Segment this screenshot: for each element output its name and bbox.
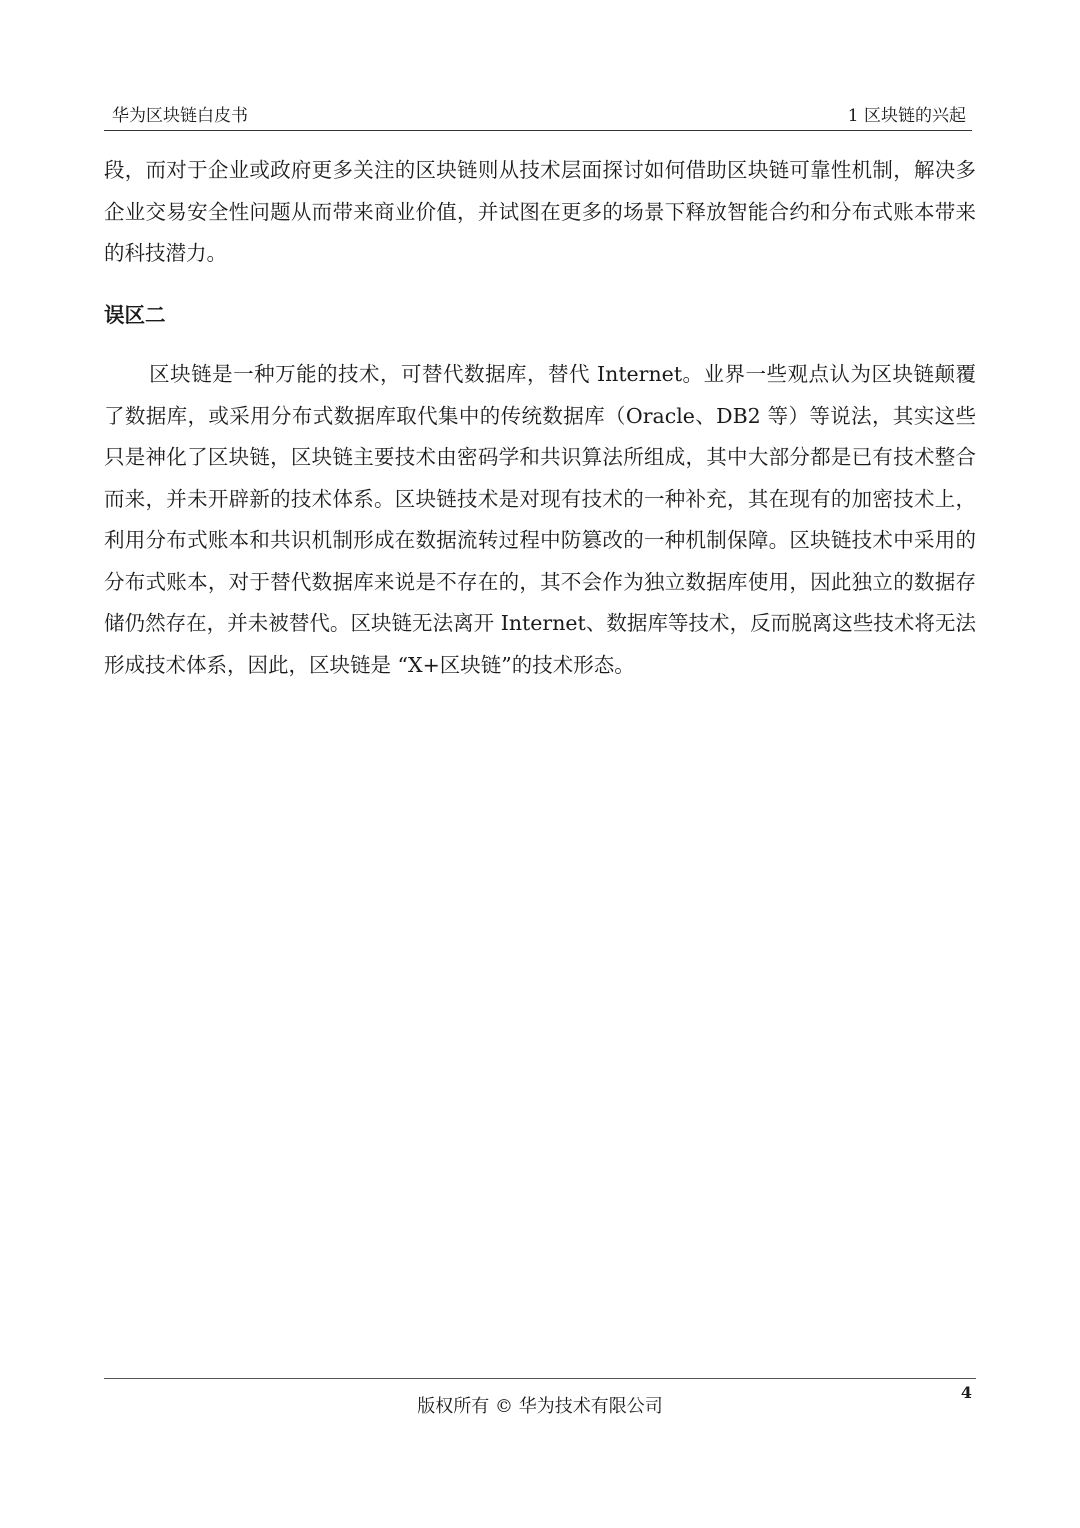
- copyright-notice: 版权所有 © 华为技术有限公司: [417, 1396, 663, 1417]
- page-content: [104, 150, 976, 686]
- body-paragraph: 区块链是一种万能的技术，可替代数据库，替代 Internet。业界一些观点认为区块链颠覆了数据库，或采用分布式数据库取代集中的传统数据库（Oracle、DB2 等）等说法，其实这些只是神化了区块链，区块链主要技术由密码学和共识算法所组成，其中大部分都是已有技术整合而来，并未开辟新的技术体系。区块链技术是对现有技术的一种补充，其在现有的加密技术上，利用分布式账本和共识机制形成在数据流转过程中防篡改的一种机制保障。区块链技术中采用的分布式账本，对于替代数据库来说是不存在的，其不会作为独立数据库使用，因此独立的数据存储仍然存在，并未被替代。区块链无法离开 Internet、数据库等技术，反而脱离这些技术将无法形成技术体系，因此，区块链是 “X+区块链”的技术形态。: [104, 362, 976, 677]
- body-paragraph-continued: 段，而对于企业或政府更多关注的区块链则从技术层面探讨如何借助区块链可靠性机制，解决多企业交易安全性问题从而带来商业价值，并试图在更多的场景下释放智能合约和分布式账本带来的科技潜力。: [104, 158, 976, 265]
- page-number: 4: [960, 1383, 972, 1402]
- page-header: [104, 104, 972, 131]
- section-heading: 误区二: [104, 302, 166, 327]
- header-document-title: 华为区块链白皮书: [112, 106, 248, 126]
- footer-divider: [104, 1378, 976, 1379]
- header-chapter-title: 1 区块链的兴起: [847, 106, 966, 126]
